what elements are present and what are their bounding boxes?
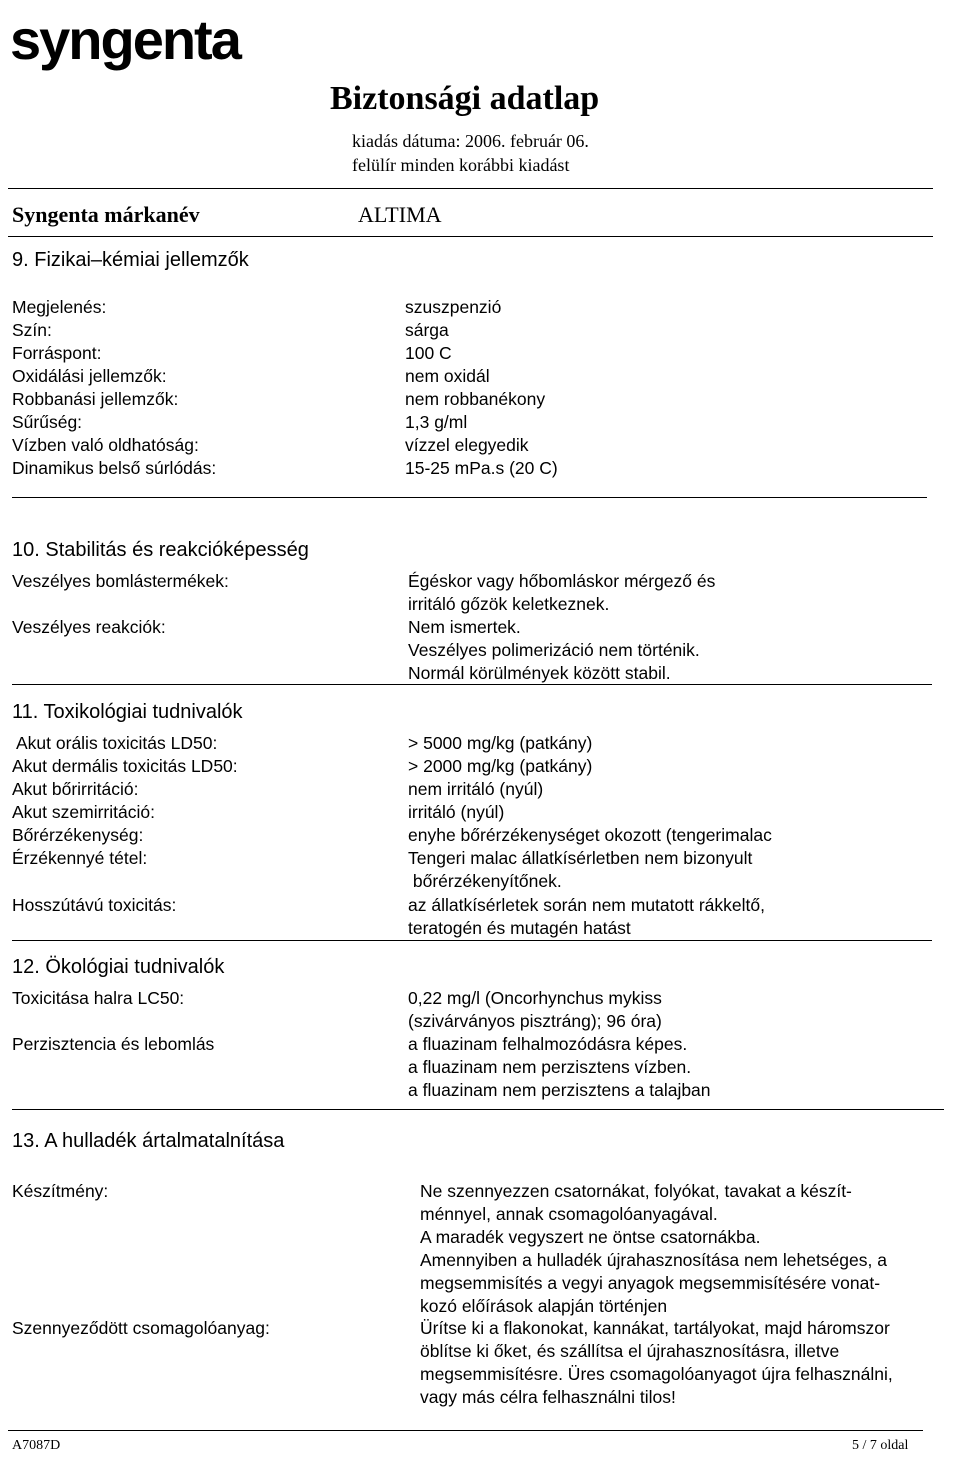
- tox-value: > 5000 mg/kg (patkány): [408, 733, 593, 753]
- disposal-value: vagy más célra felhasználni tilos!: [420, 1387, 676, 1407]
- disposal-value: megsemmisítés a vegyi anyagok megsemmisítésére vonat-: [420, 1273, 881, 1293]
- footer-divider: [8, 1430, 923, 1431]
- section-10-heading: 10. Stabilitás és reakcióképesség: [12, 539, 309, 561]
- disposal-value: öblítse ki őket, és szállítsa el újrahasznosításra, illetve: [420, 1341, 840, 1361]
- property-label: Vízben való oldhatóság:: [12, 435, 199, 455]
- hazard-value: irritáló gőzök keletkeznek.: [408, 594, 610, 614]
- hazard-value: Égéskor vagy hőbomláskor mérgező és: [408, 571, 716, 591]
- tox-label: Akut bőrirritáció:: [12, 779, 139, 799]
- property-value: nem oxidál: [405, 366, 490, 386]
- section-10-divider: [12, 684, 932, 685]
- eco-value: a fluazinam nem perzisztens vízben.: [408, 1057, 692, 1077]
- syngenta-logo: syngenta: [10, 8, 240, 71]
- property-value: sárga: [405, 320, 449, 340]
- tox-value: > 2000 mg/kg (patkány): [408, 756, 593, 776]
- section-9-heading: 9. Fizikai–kémiai jellemzők: [12, 249, 249, 271]
- tox-value: Tengeri malac állatkísérletben nem bizonyult: [408, 848, 753, 868]
- property-value: 100 C: [405, 343, 452, 363]
- disposal-value: ménnyel, annak csomagolóanyagával.: [420, 1204, 718, 1224]
- tox-label: Bőrérzékenység:: [12, 825, 144, 845]
- disposal-value: kozó előírások alapján történjen: [420, 1296, 668, 1316]
- disposal-label: Készítmény:: [12, 1181, 109, 1201]
- brand-divider: [8, 236, 933, 237]
- tox-label: Akut szemirritáció:: [12, 802, 155, 822]
- section-12-heading: 12. Ökológiai tudnivalók: [12, 956, 225, 978]
- tox-value: enyhe bőrérzékenységet okozott (tengerimalac: [408, 825, 772, 845]
- hazard-value: Normál körülmények között stabil.: [408, 663, 671, 683]
- tox-label: Akut orális toxicitás LD50:: [16, 733, 218, 753]
- disposal-value: Amennyiben a hulladék újrahasznosítása nem lehetséges, a: [420, 1250, 887, 1270]
- section-13-heading: 13. A hulladék ártalmatalnítása: [12, 1130, 285, 1152]
- tox-value: nem irritáló (nyúl): [408, 779, 544, 799]
- eco-value: a fluazinam nem perzisztens a talajban: [408, 1080, 711, 1100]
- eco-label: Perzisztencia és lebomlás: [12, 1034, 215, 1054]
- property-value: szuszpenzió: [405, 297, 502, 317]
- property-label: Sűrűség:: [12, 412, 83, 432]
- property-value: nem robbanékony: [405, 389, 546, 409]
- eco-value: 0,22 mg/l (Oncorhynchus mykiss: [408, 988, 662, 1008]
- tox-label: Akut dermális toxicitás LD50:: [12, 756, 238, 776]
- property-value: 15-25 mPa.s (20 C): [405, 458, 558, 478]
- hazard-label: Veszélyes reakciók:: [12, 617, 166, 637]
- disposal-value: A maradék vegyszert ne öntse csatornákba.: [420, 1227, 761, 1247]
- property-value: vízzel elegyedik: [405, 435, 529, 455]
- hazard-label: Veszélyes bomlástermékek:: [12, 571, 229, 591]
- property-label: Oxidálási jellemzők:: [12, 366, 167, 386]
- brand-label: Syngenta márkanév: [12, 202, 200, 227]
- disposal-value: Ürítse ki a flakonokat, kannákat, tartályokat, majd háromszor: [420, 1318, 890, 1338]
- property-label: Megjelenés:: [12, 297, 107, 317]
- property-label: Forráspont:: [12, 343, 102, 363]
- hazard-value: Veszélyes polimerizáció nem történik.: [408, 640, 700, 660]
- eco-label: Toxicitása halra LC50:: [12, 988, 185, 1008]
- section-11-divider: [12, 940, 932, 941]
- disposal-value: Ne szennyezzen csatornákat, folyókat, tavakat a készít-: [420, 1181, 852, 1201]
- eco-value: (szivárványos pisztráng); 96 óra): [408, 1011, 662, 1031]
- section-9-divider: [12, 497, 927, 498]
- property-label: Dinamikus belső súrlódás:: [12, 458, 217, 478]
- property-value: 1,3 g/ml: [405, 412, 468, 432]
- property-label: Robbanási jellemzők:: [12, 389, 179, 409]
- hazard-value: Nem ismertek.: [408, 617, 521, 637]
- tox-value: teratogén és mutagén hatást: [408, 918, 631, 938]
- tox-value: bőrérzékenyítőnek.: [408, 871, 562, 891]
- tox-value: irritáló (nyúl): [408, 802, 505, 822]
- disposal-label: Szennyeződött csomagolóanyag:: [12, 1318, 270, 1338]
- document-title: Biztonsági adatlap: [330, 80, 600, 117]
- header-divider: [8, 188, 933, 189]
- disposal-value: megsemmisítésre. Üres csomagolóanyagot újra felhasználni,: [420, 1364, 893, 1384]
- tox-label: Hosszútávú toxicitás:: [12, 895, 177, 915]
- section-11-heading: 11. Toxikológiai tudnivalók: [12, 701, 243, 723]
- tox-value: az állatkísérletek során nem mutatott rákkeltő,: [408, 895, 765, 915]
- eco-value: a fluazinam felhalmozódásra képes.: [408, 1034, 688, 1054]
- supersedes-note: felülír minden korábbi kiadást: [352, 155, 570, 175]
- brand-value: ALTIMA: [358, 202, 442, 227]
- issue-date: kiadás dátuma: 2006. február 06.: [352, 131, 589, 151]
- section-12-divider: [12, 1109, 944, 1110]
- tox-label: Érzékennyé tétel:: [12, 848, 148, 868]
- document-code: A7087D: [12, 1438, 61, 1453]
- property-label: Szín:: [12, 320, 52, 340]
- page-number: 5 / 7 oldal: [852, 1438, 909, 1453]
